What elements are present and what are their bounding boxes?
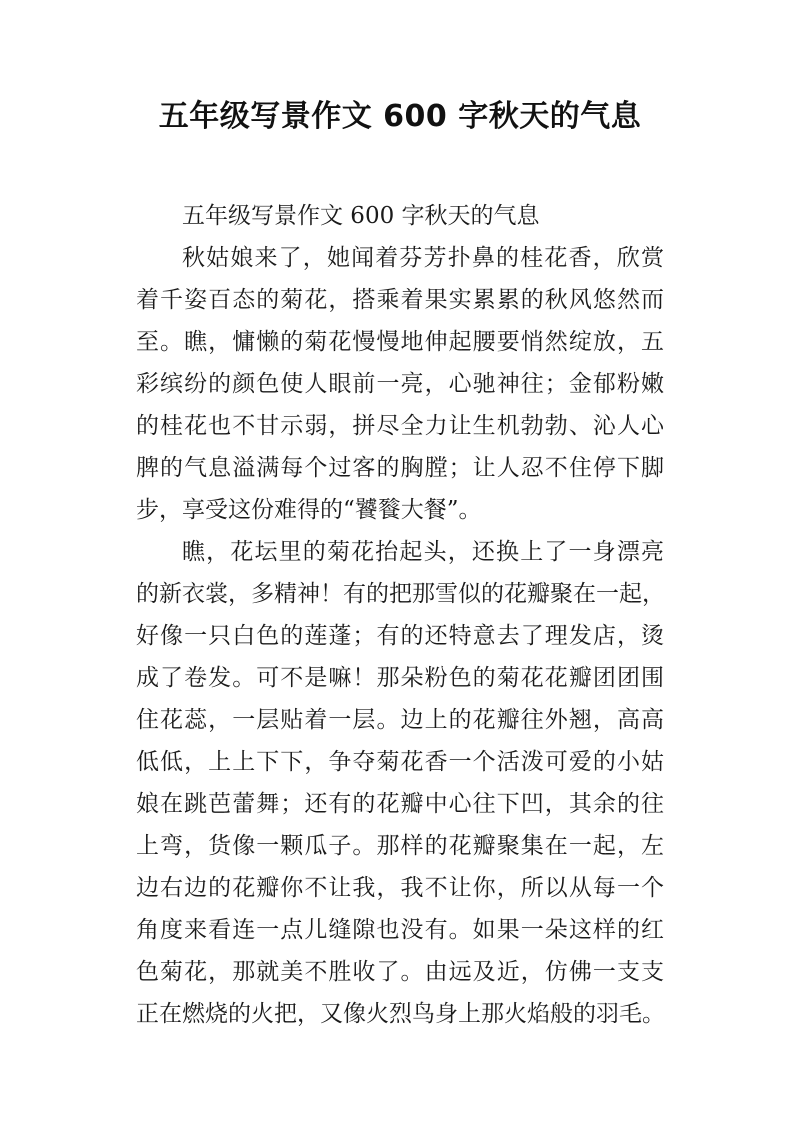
paragraph-2-line: 的新衣裳，多精神！有的把那雪似的花瓣聚在一起， xyxy=(136,581,665,607)
document-title: 五年级写景作文 600 字秋天的气息 xyxy=(158,99,642,134)
paragraph-1-line: 彩缤纷的颜色使人眼前一亮，心驰神往；金郁粉嫩 xyxy=(136,371,664,397)
paragraph-2-line: 正在燃烧的火把，又像火烈鸟身上那火焰般的羽毛。 xyxy=(136,1001,665,1027)
paragraph-1-line: 的桂花也不甘示弱，拼尽全力让生机勃勃、沁人心 xyxy=(136,413,664,439)
paragraph-2-line: 住花蕊，一层贴着一层。边上的花瓣往外翘，高高 xyxy=(136,707,664,733)
paragraph-2-line: 好像一只白色的莲蓬；有的还特意去了理发店，烫 xyxy=(136,623,664,649)
paragraph-2-line: 边右边的花瓣你不让我，我不让你，所以从每一个 xyxy=(136,875,664,901)
paragraph-2-line: 色菊花，那就美不胜收了。由远及近，仿佛一支支 xyxy=(136,959,664,985)
paragraph-1-line: 着千姿百态的菊花，搭乘着果实累累的秋风悠然而 xyxy=(136,287,664,313)
paragraph-1-line: 步，享受这份难得的“饕餮大餐”。 xyxy=(136,497,482,523)
paragraph-2-line: 瞧，花坛里的菊花抬起头，还换上了一身漂亮 xyxy=(182,539,664,565)
paragraph-2-line: 成了卷发。可不是嘛！那朵粉色的菊花花瓣团团围 xyxy=(136,665,664,691)
paragraph-2-line: 角度来看连一点儿缝隙也没有。如果一朵这样的红 xyxy=(136,917,664,943)
paragraph-2-line: 娘在跳芭蕾舞；还有的花瓣中心往下凹，其余的往 xyxy=(136,791,664,817)
paragraph-1-line: 脾的气息溢满每个过客的胸膛；让人忍不住停下脚 xyxy=(136,455,664,481)
paragraph-2-line: 低低，上上下下，争夺菊花香一个活泼可爱的小姑 xyxy=(136,749,664,775)
paragraph-1-line: 秋姑娘来了，她闻着芬芳扑鼻的桂花香，欣赏 xyxy=(182,245,664,271)
paragraph-2-line: 上弯，货像一颗瓜子。那样的花瓣聚集在一起，左 xyxy=(136,833,664,859)
document-body xyxy=(136,195,664,1035)
paragraph-1-line: 至。瞧，慵懒的菊花慢慢地伸起腰要悄然绽放，五 xyxy=(136,329,664,355)
subtitle-line: 五年级写景作文 600 字秋天的气息 xyxy=(182,203,540,229)
